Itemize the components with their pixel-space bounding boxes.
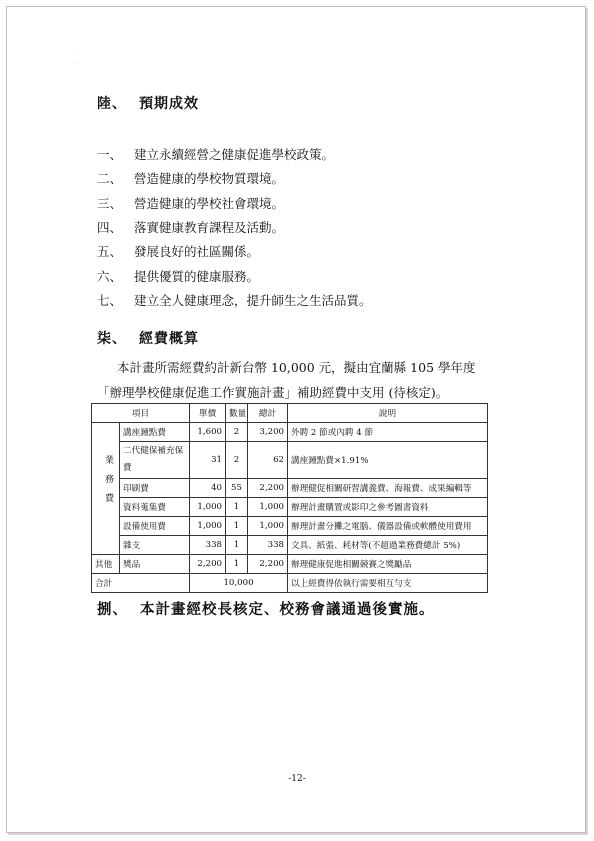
list-item (97, 142, 372, 166)
cell-item: 資料蒐集費 (120, 498, 190, 517)
cell-item: 設備使用費 (120, 517, 190, 536)
header-item: 項目 (92, 404, 190, 423)
list-item (97, 288, 372, 312)
list-item-number: 三、 (97, 195, 123, 211)
cell-price: 1,000 (190, 498, 226, 517)
list-item-text: 營造健康的學校社會環境。 (134, 195, 285, 211)
list-item (97, 191, 372, 215)
list-item-text: 營造健康的學校物質環境。 (134, 171, 285, 187)
list-item (97, 239, 372, 263)
table-header-row (92, 404, 488, 423)
cell-price: 31 (190, 442, 226, 479)
list-item-text: 落實健康教育課程及活動。 (134, 220, 285, 236)
section-8-number: 捌、 (97, 601, 128, 618)
cell-note: 文具、紙張、耗材等(不超過業務費總計 5%) (288, 536, 488, 555)
cell-total: 338 (248, 536, 288, 555)
list-item-number: 四、 (97, 220, 123, 236)
table-row (92, 479, 488, 498)
table-row (92, 555, 488, 574)
cell-total: 62 (248, 442, 288, 479)
table-row (92, 517, 488, 536)
section-7-number: 柒、 (97, 331, 127, 347)
cell-note: 辦理計畫分攤之電腦、儀器設備或軟體使用費用 (288, 517, 488, 536)
list-item-number: 七、 (97, 292, 123, 308)
table-row (92, 498, 488, 517)
cell-qty: 1 (226, 498, 248, 517)
cell-total: 1,000 (248, 498, 288, 517)
budget-paragraph-line-1: 本計畫所需經費約計新台幣 10,000 元，擬由宜蘭縣 105 學年度 (117, 360, 476, 375)
list-item-number: 六、 (97, 268, 123, 284)
list-item (97, 166, 372, 190)
cell-item: 二代健保補充保費 (120, 442, 190, 479)
cell-qty: 1 (226, 517, 248, 536)
sum-total: 10,000 (190, 574, 288, 593)
cell-item: 講座鐘點費 (120, 423, 190, 442)
table-row (92, 536, 488, 555)
cell-note: 辦理計畫購置或影印之參考圖書資料 (288, 498, 488, 517)
header-qty: 數量 (226, 404, 248, 423)
cell-price: 338 (190, 536, 226, 555)
table-sum-row (92, 574, 488, 593)
budget-table (91, 403, 488, 593)
section-6-heading (97, 93, 199, 113)
list-item-text: 建立全人健康理念，提升師生之生活品質。 (134, 292, 372, 308)
cell-price: 40 (190, 479, 226, 498)
budget-paragraph-line-2: 「辦理學校健康促進工作實施計畫」補助經費中支用 (待核定)。 (97, 385, 449, 400)
table-row (92, 423, 488, 442)
section-7-heading (97, 328, 199, 348)
cell-qty: 1 (226, 536, 248, 555)
sum-note: 以上經費得依執行需要相互勻支 (288, 574, 488, 593)
cell-qty: 2 (226, 423, 248, 442)
page-number: -12- (288, 774, 306, 784)
group-label-text: 業務費 (103, 454, 113, 512)
list-item-text: 發展良好的社區關係。 (134, 244, 260, 260)
cell-item: 雜支 (120, 536, 190, 555)
cell-note: 外聘 2 節或內聘 4 節 (288, 423, 488, 442)
cell-total: 1,000 (248, 517, 288, 536)
cell-item: 獎品 (120, 555, 190, 574)
list-item-text: 建立永續經營之健康促進學校政策。 (134, 147, 335, 163)
list-item (97, 263, 372, 287)
header-note: 說明 (288, 404, 488, 423)
section-7-title: 經費概算 (139, 331, 199, 347)
cell-qty: 1 (226, 555, 248, 574)
section-8-heading (97, 598, 435, 619)
list-item-text: 提供優質的健康服務。 (134, 268, 260, 284)
scan-specks: · . (74, 47, 76, 65)
section-6-title: 預期成效 (139, 96, 199, 112)
cell-price: 2,200 (190, 555, 226, 574)
cell-price: 1,600 (190, 423, 226, 442)
sum-label: 合計 (92, 574, 190, 593)
section-8-title: 本計畫經校長核定、校務會議通過後實施。 (140, 601, 435, 618)
cell-total: 2,200 (248, 555, 288, 574)
header-total: 總計 (248, 404, 288, 423)
cell-total: 3,200 (248, 423, 288, 442)
header-price: 單價 (190, 404, 226, 423)
cell-note: 辦理健康促進相關競賽之獎勵品 (288, 555, 488, 574)
cell-qty: 55 (226, 479, 248, 498)
list-item-number: 一、 (97, 147, 123, 163)
cell-total: 2,200 (248, 479, 288, 498)
table-row (92, 442, 488, 479)
section-6-number: 陸、 (97, 96, 127, 112)
list-item-number: 二、 (97, 171, 123, 187)
list-item-number: 五、 (97, 244, 123, 260)
cell-item: 印刷費 (120, 479, 190, 498)
cell-note: 講座鐘點費×1.91% (288, 442, 488, 479)
group-label-business (92, 423, 120, 555)
cell-qty: 2 (226, 442, 248, 479)
list-item (97, 215, 372, 239)
expected-outcomes-list (97, 142, 372, 312)
group-label-other: 其他 (92, 555, 120, 574)
cell-note: 辦理健促相關研習講義費、海報費、成果編輯等 (288, 479, 488, 498)
cell-price: 1,000 (190, 517, 226, 536)
